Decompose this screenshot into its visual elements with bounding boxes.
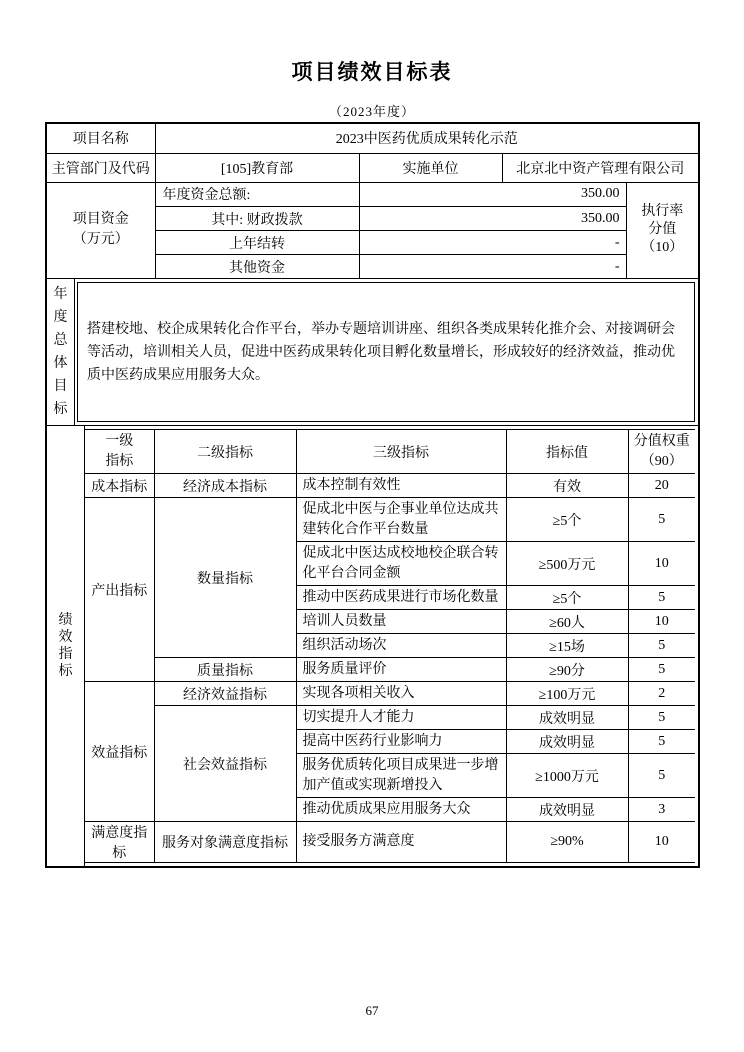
cell-value: 成效明显 xyxy=(506,730,628,754)
impl-unit-label: 实施单位 xyxy=(359,153,502,182)
cell-weight: 2 xyxy=(628,682,695,706)
funding-item-value: 350.00 xyxy=(359,183,626,207)
indicators-section xyxy=(47,426,698,866)
annual-goal-text: 搭建校地、校企成果转化合作平台，举办专题培训讲座、组织各类成果转化推介会、对接调研会等活动，培训相关人员，促进中医药成果转化项目孵化数量增长，形成较好的经济效益，推动优质中医药成果应用服务大众。 xyxy=(87,321,675,383)
indicators-header-row xyxy=(85,430,695,474)
funding-item-label: 年度资金总额: xyxy=(155,183,359,207)
table-row xyxy=(85,706,695,730)
header-level2: 二级指标 xyxy=(154,430,296,474)
table-row xyxy=(85,498,695,542)
project-name-row xyxy=(47,124,698,153)
funding-item-label: 上年结转 xyxy=(155,231,359,255)
annual-goal-label-text: 年度总体目标 xyxy=(53,287,68,417)
cell-weight: 5 xyxy=(628,706,695,730)
execution-rate-label xyxy=(626,183,698,279)
cell-weight: 3 xyxy=(628,798,695,822)
cell-weight: 5 xyxy=(628,730,695,754)
cell-weight: 20 xyxy=(628,474,695,498)
cell-level2: 质量指标 xyxy=(154,658,296,682)
funding-item-value: - xyxy=(359,231,626,255)
cell-level3: 成本控制有效性 xyxy=(296,474,506,498)
page-number: 67 xyxy=(365,1003,379,1018)
header-weight xyxy=(628,430,695,474)
cell-level1: 满意度指标 xyxy=(85,822,154,863)
annual-goal-section xyxy=(47,279,698,426)
cell-level3: 推动优质成果应用服务大众 xyxy=(296,798,506,822)
indicators-side-label xyxy=(47,426,85,866)
funding-item-label: 其中: 财政拨款 xyxy=(155,207,359,231)
cell-value: ≥5个 xyxy=(506,498,628,542)
funding-label-line2: （万元） xyxy=(72,232,129,248)
table-row xyxy=(85,474,695,498)
cell-level1: 效益指标 xyxy=(85,682,154,822)
funding-item-value: - xyxy=(359,255,626,279)
cell-level1: 成本指标 xyxy=(85,474,154,498)
cell-level3: 实现各项相关收入 xyxy=(296,682,506,706)
cell-value: ≥15场 xyxy=(506,634,628,658)
funding-item-label: 其他资金 xyxy=(155,255,359,279)
funding-label xyxy=(47,183,155,279)
annual-goal-label xyxy=(47,279,75,425)
cell-level3: 服务优质转化项目成果进一步增加产值或实现新增投入 xyxy=(296,754,506,798)
cell-level3: 组织活动场次 xyxy=(296,634,506,658)
cell-value: ≥90% xyxy=(506,822,628,863)
cell-weight: 10 xyxy=(628,542,695,586)
funding-label-line1: 项目资金 xyxy=(72,212,129,228)
project-name-value: 2023中医药优质成果转化示范 xyxy=(155,124,698,153)
header-weight-line1: 分值权重 xyxy=(633,433,690,449)
department-value: [105]教育部 xyxy=(155,153,359,182)
cell-level2: 数量指标 xyxy=(154,498,296,658)
header-level3: 三级指标 xyxy=(296,430,506,474)
execution-rate-line3: （10） xyxy=(641,240,684,256)
cell-weight: 5 xyxy=(628,586,695,610)
page-subtitle: （2023年度） xyxy=(328,104,415,119)
cell-level3: 促成北中医与企事业单位达成共建转化合作平台数量 xyxy=(296,498,506,542)
indicators-side-label-text: 绩效指标 xyxy=(58,613,73,679)
header-level1-line2: 指标 xyxy=(105,453,134,469)
table-row xyxy=(85,658,695,682)
header-value: 指标值 xyxy=(506,430,628,474)
cell-weight: 5 xyxy=(628,634,695,658)
cell-weight: 5 xyxy=(628,498,695,542)
header-weight-line2: （90） xyxy=(640,453,683,469)
cell-value: ≥5个 xyxy=(506,586,628,610)
header-level1 xyxy=(85,430,154,474)
table-row xyxy=(85,822,695,863)
cell-value: ≥1000万元 xyxy=(506,754,628,798)
cell-level3: 培训人员数量 xyxy=(296,610,506,634)
table-row xyxy=(85,682,695,706)
annual-goal-box xyxy=(77,282,695,422)
header-level1-line1: 一级 xyxy=(105,433,134,449)
cell-level2: 经济成本指标 xyxy=(154,474,296,498)
funding-item-value: 350.00 xyxy=(359,207,626,231)
cell-level3: 提高中医药行业影响力 xyxy=(296,730,506,754)
indicators-table xyxy=(85,429,695,863)
indicators-main xyxy=(85,426,698,866)
cell-value: 成效明显 xyxy=(506,798,628,822)
cell-value: ≥100万元 xyxy=(506,682,628,706)
header-table xyxy=(47,124,698,183)
cell-value: ≥500万元 xyxy=(506,542,628,586)
performance-target-table xyxy=(45,122,700,868)
cell-level2: 社会效益指标 xyxy=(154,706,296,822)
cell-weight: 10 xyxy=(628,610,695,634)
execution-rate-line2: 分值 xyxy=(648,222,677,238)
cell-level3: 切实提升人才能力 xyxy=(296,706,506,730)
cell-level2: 服务对象满意度指标 xyxy=(154,822,296,863)
funding-row xyxy=(47,183,698,207)
project-name-label: 项目名称 xyxy=(47,124,155,153)
department-label: 主管部门及代码 xyxy=(47,153,155,182)
cell-value: 成效明显 xyxy=(506,706,628,730)
cell-value: ≥60人 xyxy=(506,610,628,634)
cell-weight: 10 xyxy=(628,822,695,863)
impl-unit-value: 北京北中资产管理有限公司 xyxy=(502,153,698,182)
funding-table xyxy=(47,183,698,280)
execution-rate-line1: 执行率 xyxy=(641,204,684,220)
cell-level3: 促成北中医达成校地校企联合转化平台合同金额 xyxy=(296,542,506,586)
cell-level3: 服务质量评价 xyxy=(296,658,506,682)
cell-level2: 经济效益指标 xyxy=(154,682,296,706)
cell-weight: 5 xyxy=(628,658,695,682)
page-title: 项目绩效目标表 xyxy=(291,60,453,84)
cell-value: ≥90分 xyxy=(506,658,628,682)
cell-level3: 接受服务方满意度 xyxy=(296,822,506,863)
cell-weight: 5 xyxy=(628,754,695,798)
department-row xyxy=(47,153,698,182)
cell-value: 有效 xyxy=(506,474,628,498)
cell-level3: 推动中医药成果进行市场化数量 xyxy=(296,586,506,610)
cell-level1: 产出指标 xyxy=(85,498,154,682)
